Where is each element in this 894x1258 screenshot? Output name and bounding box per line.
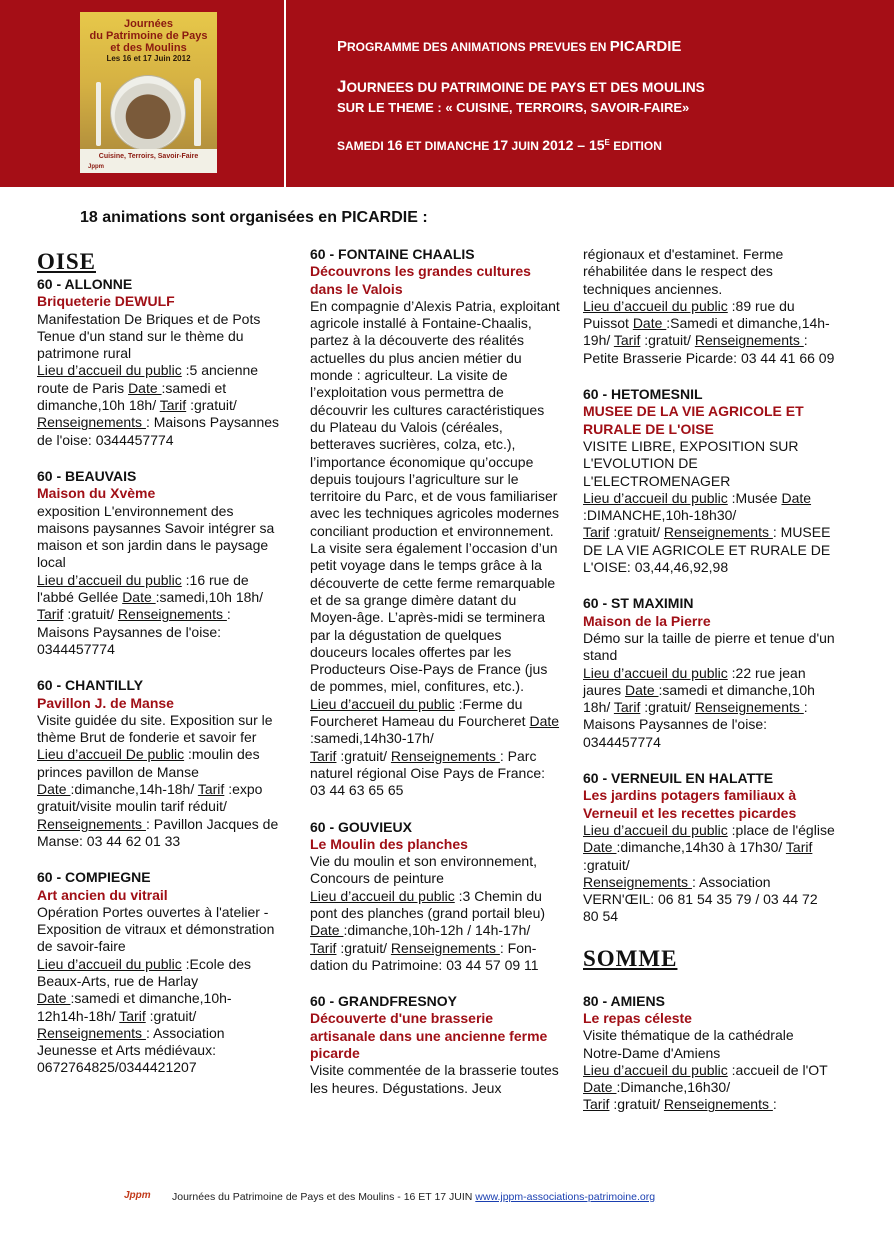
intro-heading: 18 animations sont organisées en PICARDIE : xyxy=(80,209,428,226)
logo-title-line: du Patrimoine de Pays xyxy=(89,30,208,42)
entry-place: Découvrons les grandes cultures dans le Valois xyxy=(310,263,531,297)
lieu-value: :Ecole des Beaux-Arts, rue de Harlay xyxy=(37,955,252,989)
lieu-value: :moulin des princes pavillon de Manse xyxy=(37,746,260,780)
entry-details xyxy=(310,696,560,800)
tarif-value: :gratuit/ xyxy=(145,1007,197,1024)
entry-town: 60 - GOUVIEUX xyxy=(310,818,412,835)
rens-value: : Petite Brasserie Picarde: 03 44 41 66 09 xyxy=(583,332,835,366)
journees-cap: J xyxy=(337,77,347,96)
tarif-value: :gratuit/ xyxy=(609,1096,664,1113)
entry-grandfresnoy-continued xyxy=(583,246,835,367)
tarif-label: Tarif xyxy=(37,606,64,623)
rens-label: Renseignements xyxy=(694,699,804,716)
rens-value: : Maisons Paysannes de l'oise: 0344457774 xyxy=(37,414,280,448)
dates-sup: E xyxy=(604,138,610,147)
entry-place: Art ancien du vitrail xyxy=(37,886,168,903)
lieu-value: :5 ancienne route de Paris xyxy=(37,362,259,396)
date-label: Date xyxy=(310,922,344,939)
lieu-label: Lieu d’accueil De public xyxy=(37,746,185,763)
lieu-value: :89 rue du Puissot xyxy=(583,297,795,332)
date-label: Date xyxy=(529,713,560,730)
rens-label: Renseignements xyxy=(694,332,804,349)
knife-icon xyxy=(194,78,201,146)
entry-desc: En compagnie d’Alexis Patria, exploitant agricole installé à Fontaine-Chaalis, partez à la découverte des réalités actuelles du plus ancien métier du monde : agriculteur. La visite de l’exploitation vous permettra de découvrir les cultures caractéristiques du Plateau du Valois (céréales, betteraves sucrières, colza, etc.), l’importance économique qu’occupe depuis toujours l’agriculture sur le territoire du Parc, et de vous familiariser avec les techniques agricoles modernes conciliant production et environnement. La visite sera également l’occasion d’un petit voyage dans le temps grâce à la découverte de cette ferme remarquable et de sa grange dimère datant du Moyen-âge. L’après-midi se terminera par la dégustation de quelques douceurs locales offertes par les Producteurs Oise-Pays de France (jus de pommes, miel, confitures, etc.). xyxy=(310,297,560,695)
entry-details xyxy=(583,298,835,367)
entry-place: Briqueterie DEWULF xyxy=(37,293,175,310)
dates-text: JUIN xyxy=(511,139,539,153)
date-label: Date xyxy=(128,379,162,396)
tarif-value: :gratuit/ xyxy=(336,939,391,956)
entry-desc: Visite thématique de la cathédrale Notre-Dame d'Amiens xyxy=(583,1027,794,1061)
lieu-label: Lieu d’accueil du public xyxy=(310,695,455,712)
date-value: :dimanche,14h-18h/ xyxy=(70,781,198,798)
tarif-value: :gratuit/ xyxy=(186,397,237,414)
entry-fontaine-chaalis xyxy=(310,246,560,800)
entry-grandfresnoy xyxy=(310,993,560,1097)
jppm-logo-icon: Jppm xyxy=(124,1190,151,1201)
lieu-value: :16 rue de l'abbé Gellée xyxy=(37,571,249,606)
entry-place: Le Moulin des planches xyxy=(310,835,468,852)
plate-icon xyxy=(111,76,185,150)
entry-verneuil xyxy=(583,770,835,926)
rens-value: : Association VERN'ŒIL: 06 81 54 35 79 / 03 44 72 80 54 xyxy=(583,873,818,925)
entry-details xyxy=(37,572,282,658)
rens-label: Renseignements xyxy=(390,747,500,764)
header-divider xyxy=(284,0,286,187)
tarif-value: :expo gratuit/visite moulin tarif réduit/ xyxy=(37,781,263,815)
logo-title xyxy=(86,18,211,54)
journees-text: OURNEES DU PATRIMOINE DE PAYS ET DES MOULINS xyxy=(346,80,705,95)
tarif-label: Tarif xyxy=(583,1096,610,1113)
date-label: Date xyxy=(632,315,667,332)
logo-dates: Les 16 et 17 Juin 2012 xyxy=(106,54,191,63)
entry-place: Pavillon J. de Manse xyxy=(37,694,174,711)
date-label: Date xyxy=(37,781,71,798)
entry-desc: VISITE LIBRE, EXPOSITION SUR L'EVOLUTION DE L'ELECTROMENAGER xyxy=(583,437,799,489)
date-label: Date xyxy=(583,1079,617,1096)
entry-amiens xyxy=(583,993,835,1114)
date-value: :Samedi et dimanche,14h-19h/ xyxy=(583,315,830,349)
entry-details xyxy=(583,1062,835,1114)
tarif-label: Tarif xyxy=(119,1007,146,1024)
lieu-value: :22 rue jean jaures xyxy=(583,664,806,698)
theme-text: SUR LE THEME : « CUISINE, TERROIRS, SAVOIR-FAIRE» xyxy=(337,100,690,115)
entry-details xyxy=(37,956,282,1077)
tarif-value: :gratuit/ xyxy=(336,747,391,764)
tarif-label: Tarif xyxy=(197,781,225,798)
date-label: Date xyxy=(781,489,812,506)
entry-hetomesnil xyxy=(583,386,835,576)
entry-desc: Démo sur la taille de pierre et tenue d'un stand xyxy=(583,629,835,664)
dates-year: 2012 – 15 xyxy=(542,137,605,153)
logo-theme: Cuisine, Terroirs, Savoir-Faire xyxy=(98,153,199,160)
date-value: :DIMANCHE,10h-18h30/ xyxy=(583,507,737,524)
entry-beauvais xyxy=(37,468,282,658)
tarif-value: :gratuit/ xyxy=(609,524,664,541)
entry-place: Maison de la Pierre xyxy=(583,612,711,629)
entry-desc: Opération Portes ouvertes à l'atelier - Exposition de vitraux et démonstration de savoir-faire xyxy=(37,903,275,955)
column-2 xyxy=(310,246,560,1116)
lieu-label: Lieu d’accueil du public xyxy=(583,489,728,506)
entry-place: Le repas céleste xyxy=(583,1009,692,1026)
rens-value: : xyxy=(772,1096,777,1113)
column-3 xyxy=(583,246,835,1133)
footer-text xyxy=(172,1191,655,1203)
date-value: :samedi et dimanche,10h-12h14h-18h/ xyxy=(37,990,232,1024)
rens-label: Renseignements xyxy=(663,524,773,541)
entry-desc: Visite commentée de la brasserie toutes les heures. Dégustations. Jeux xyxy=(310,1062,559,1096)
dates-number: 17 xyxy=(492,137,509,153)
date-label: Date xyxy=(583,839,617,856)
entry-details xyxy=(583,665,835,751)
rens-value: : Pavillon Jacques de Manse: 03 44 62 01 33 xyxy=(37,815,279,849)
header-line-journees xyxy=(337,77,705,97)
tarif-label: Tarif xyxy=(583,524,610,541)
lieu-value: :Musée xyxy=(727,489,782,506)
tarif-label: Tarif xyxy=(785,839,813,856)
entry-details xyxy=(583,822,835,926)
lieu-value: :place de l'église xyxy=(727,821,835,838)
lieu-label: Lieu d’accueil du public xyxy=(310,887,455,904)
date-value: :samedi et dimanche,10h 18h/ xyxy=(583,681,815,716)
column-1 xyxy=(37,248,282,1096)
lieu-label: Lieu d’accueil du public xyxy=(37,571,182,588)
entry-details xyxy=(310,888,560,974)
programme-region: PICARDIE xyxy=(609,38,682,55)
entry-town: 60 - COMPIEGNE xyxy=(37,869,151,886)
entry-town: 60 - VERNEUIL EN HALATTE xyxy=(583,770,774,787)
rens-label: Renseignements xyxy=(37,1024,146,1041)
entry-town: 60 - ALLONNE xyxy=(37,276,133,292)
entry-town: 60 - ST MAXIMIN xyxy=(583,595,694,612)
rens-label: Renseignements xyxy=(583,873,692,890)
programme-cap: P xyxy=(337,38,348,55)
region-heading: SOMME xyxy=(583,945,678,971)
entry-desc: Visite guidée du site. Exposition sur le thème Brut de fonderie et savoir fer xyxy=(37,711,273,746)
lieu-label: Lieu d’accueil du public xyxy=(583,1061,728,1078)
logo-title-line: et des Moulins xyxy=(110,42,187,54)
entry-details xyxy=(583,490,835,576)
entry-desc: Manifestation De Briques et de Pots Tenue d'un stand sur le thème du patrimone rural xyxy=(37,310,261,362)
entry-details xyxy=(37,746,282,850)
tarif-label: Tarif xyxy=(310,747,337,764)
tarif-value: :gratuit/ xyxy=(640,332,691,349)
lieu-value: :3 Chemin du pont des planches (grand portail bleu) xyxy=(310,887,546,921)
entry-place: Les jardins potagers familiaux à Verneuil et les recettes picardes xyxy=(583,787,797,821)
lieu-label: Lieu d’accueil du public xyxy=(37,362,182,379)
entry-town: 80 - AMIENS xyxy=(583,992,665,1009)
rens-value: : Fon-dation du Patrimoine: 03 44 57 09 11 xyxy=(310,939,539,973)
date-value: :samedi et dimanche,10h 18h/ xyxy=(37,379,227,414)
logo-title-line: Journées xyxy=(124,18,173,30)
rens-label: Renseignements xyxy=(37,414,146,431)
rens-value: : Maisons Paysannes de l'oise: 0344457774 xyxy=(37,606,231,657)
date-value: :dimanche,10h-12h / 14h-17h/ xyxy=(343,922,531,939)
entry-town: 60 - HETOMESNIL xyxy=(583,386,703,403)
dates-text: ET DIMANCHE xyxy=(405,139,490,153)
entry-place: MUSEE DE LA VIE AGRICOLE ET RURALE DE L'OISE xyxy=(583,403,804,437)
dates-text: SAMEDI xyxy=(337,139,384,153)
entry-gouvieux xyxy=(310,819,560,975)
dates-edition: EDITION xyxy=(613,139,662,153)
header-banner xyxy=(0,0,894,187)
entry-desc: Vie du moulin et son environnement, Concours de peinture xyxy=(310,853,537,887)
entry-details xyxy=(37,362,282,448)
rens-value: : Parc naturel régional Oise Pays de France: 03 44 63 65 65 xyxy=(310,747,546,799)
date-value: :samedi,14h30-17h/ xyxy=(310,730,434,747)
date-label: Date xyxy=(625,681,659,698)
entry-town: 60 - BEAUVAIS xyxy=(37,467,137,484)
event-logo xyxy=(80,12,217,173)
rens-value: : MUSEE DE LA VIE AGRICOLE ET RURALE DE L'OISE: 03,44,46,92,98 xyxy=(583,524,831,576)
rens-value: : Association Jeunesse et Arts médiévaux: 0672764825/0344421207 xyxy=(37,1024,225,1076)
lieu-label: Lieu d’accueil du public xyxy=(583,297,728,314)
date-value: :Dimanche,16h30/ xyxy=(616,1079,731,1096)
tarif-value: :gratuit/ xyxy=(640,699,695,716)
tarif-value: :gratuit/ xyxy=(63,606,118,623)
lieu-label: Lieu d’accueil du public xyxy=(583,821,728,838)
date-value: :samedi,10h 18h/ xyxy=(155,589,264,606)
tarif-label: Tarif xyxy=(613,332,641,349)
entry-chantilly xyxy=(37,677,282,850)
rens-label: Renseignements xyxy=(37,815,146,832)
rens-value: : Maisons Paysannes de l'oise: 0344457774 xyxy=(583,699,808,750)
dates-number: 16 xyxy=(387,137,403,153)
date-value: :dimanche,14h30 à 17h30/ xyxy=(616,839,786,856)
header-line-programme xyxy=(337,38,681,56)
page-footer xyxy=(0,1186,894,1216)
lieu-value: :Ferme du Fourcheret Hameau du Fourcheret xyxy=(310,695,530,730)
header-line-dates xyxy=(337,137,662,153)
date-label: Date xyxy=(122,589,156,606)
footer-link[interactable]: www.jppm-associations-patrimoine.org xyxy=(475,1191,656,1203)
entry-place: Découverte d'une brasserie artisanale dans une ancienne ferme picarde xyxy=(310,1010,548,1062)
entry-town: 60 - GRANDFRESNOY xyxy=(310,993,458,1010)
tarif-label: Tarif xyxy=(613,699,641,716)
fork-icon xyxy=(96,82,101,146)
footer-label: Journées du Patrimoine de Pays et des Moulins - 16 ET 17 JUIN xyxy=(172,1191,476,1203)
rens-label: Renseignements xyxy=(117,606,227,623)
tarif-label: Tarif xyxy=(310,939,337,956)
rens-label: Renseignements xyxy=(390,939,500,956)
logo-brand: Jppm xyxy=(88,164,105,170)
entry-allonne xyxy=(37,276,282,449)
tarif-label: Tarif xyxy=(159,397,187,414)
programme-text: ROGRAMME DES ANIMATIONS PREVUES EN xyxy=(347,40,610,54)
entry-town: 60 - FONTAINE CHAALIS xyxy=(310,246,475,262)
date-label: Date xyxy=(37,990,71,1007)
lieu-label: Lieu d’accueil du public xyxy=(37,955,182,972)
region-heading: OISE xyxy=(37,249,96,274)
entry-desc: exposition L'environnement des maisons paysannes Savoir intégrer sa maison et son jardin dans le paysage local xyxy=(37,502,275,571)
entry-st-maximin xyxy=(583,595,835,751)
rens-label: Renseignements xyxy=(663,1096,773,1113)
entry-compiegne xyxy=(37,869,282,1077)
lieu-value: :accueil de l'OT xyxy=(727,1061,828,1078)
entry-desc: régionaux et d'estaminet. Ferme réhabilitée dans le respect des techniques anciennes. xyxy=(583,246,784,297)
entry-place: Maison du Xvème xyxy=(37,485,156,502)
header-line-theme xyxy=(337,99,689,117)
lieu-label: Lieu d’accueil du public xyxy=(583,664,728,681)
entry-town: 60 - CHANTILLY xyxy=(37,677,144,694)
tarif-value: :gratuit/ xyxy=(583,856,630,873)
